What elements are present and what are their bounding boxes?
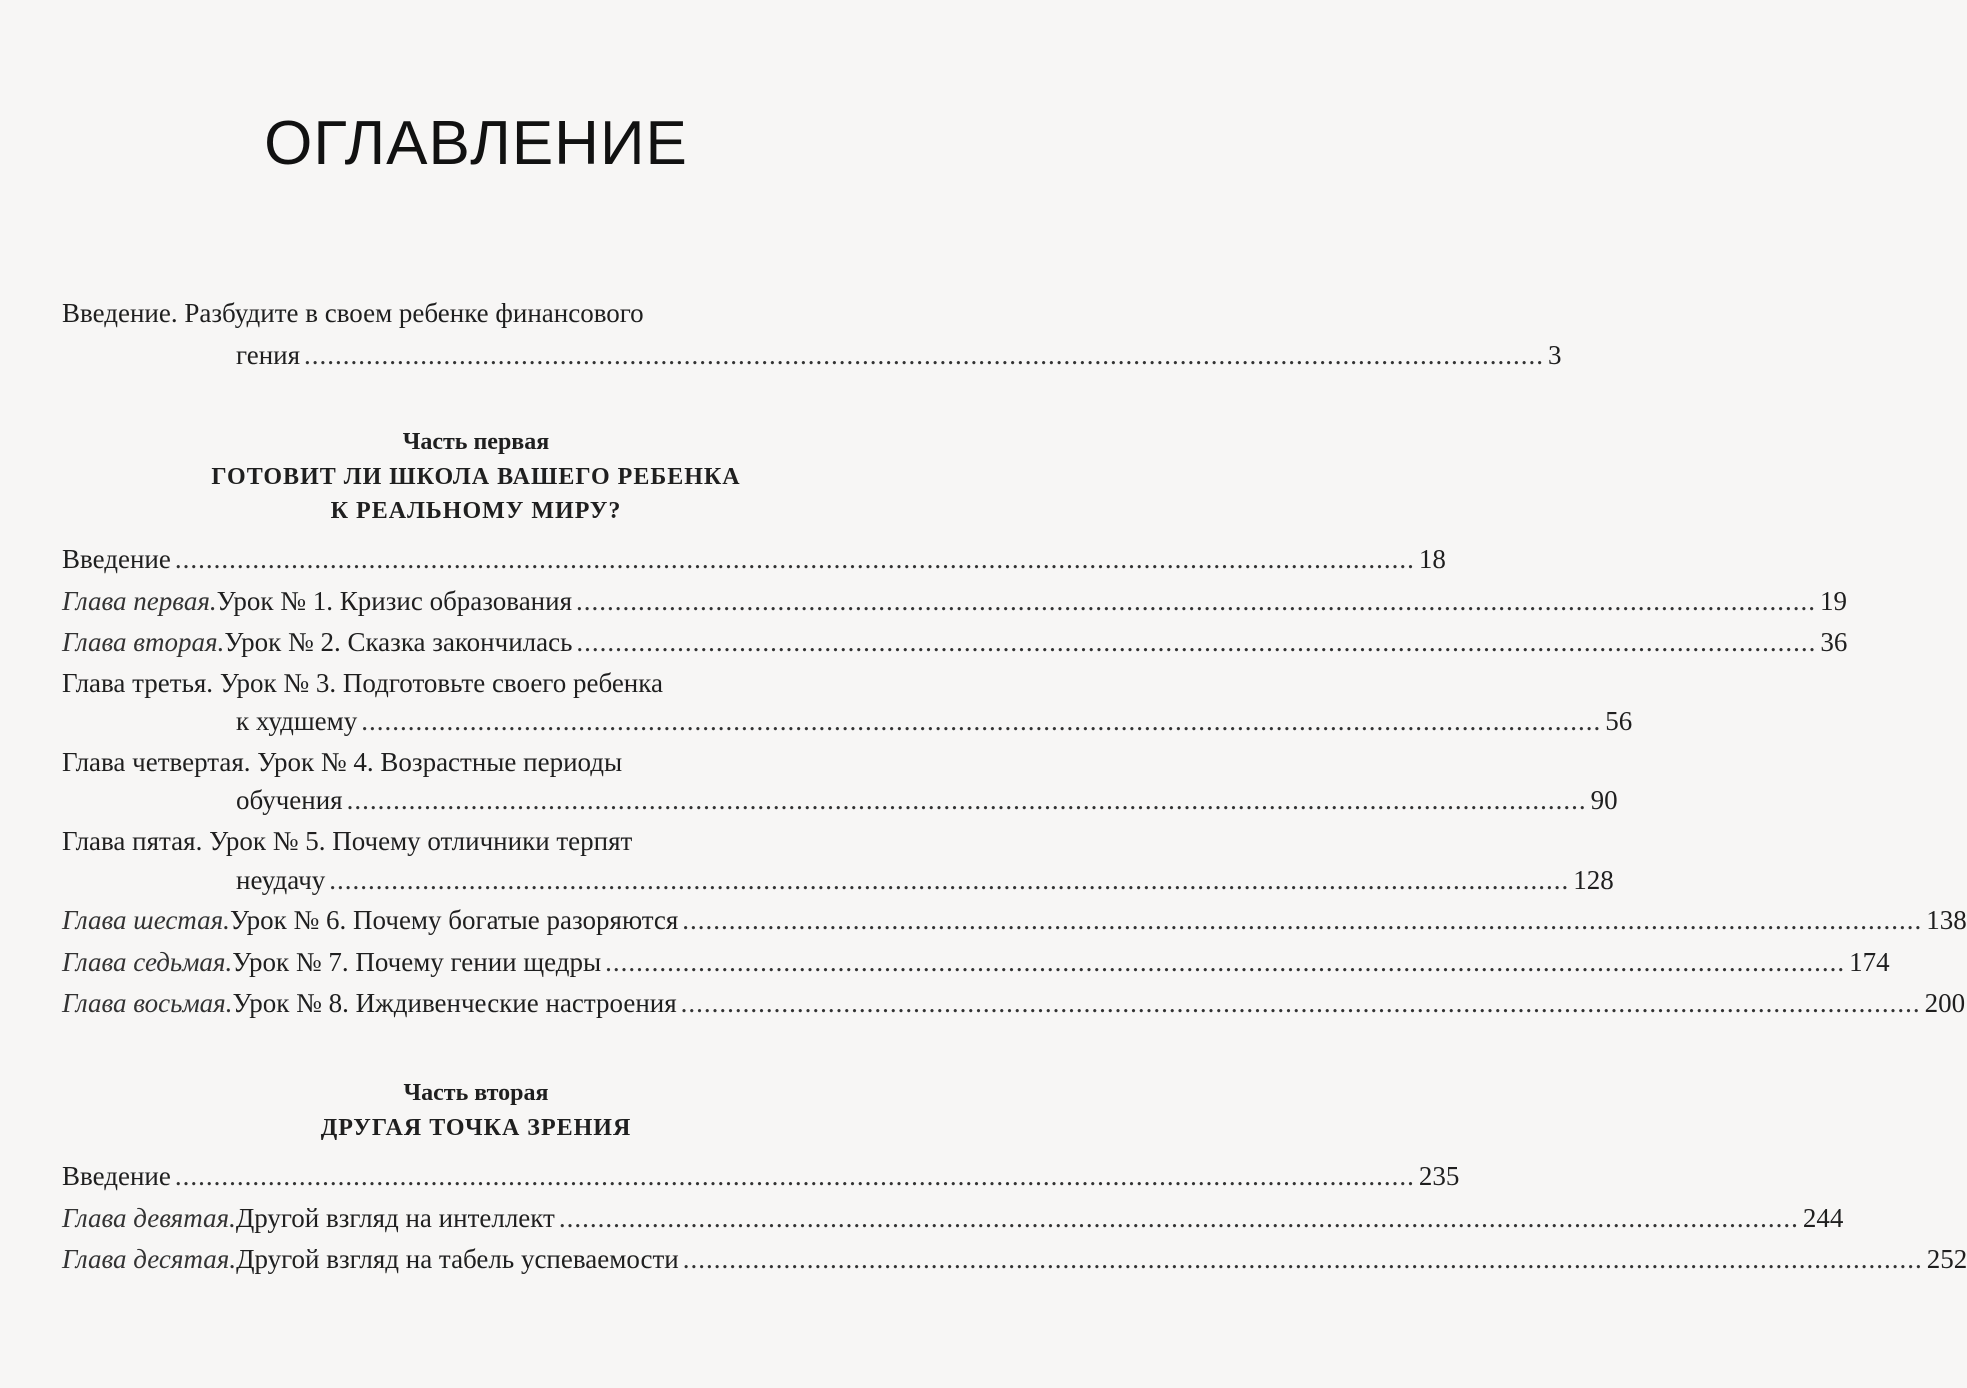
toc-entry-first-line	[62, 823, 866, 859]
chapter-label: Глава первая.	[62, 586, 217, 616]
toc-entry-continuation	[62, 703, 1633, 739]
page-title: ОГЛАВЛЕНИЕ	[264, 109, 688, 178]
dot-leader: ................................................................................................................................................................	[605, 947, 1846, 977]
toc-entry-text: Урок № 1. Кризис образования	[216, 586, 572, 616]
toc-entry	[62, 902, 1967, 938]
toc-entry-text: к худшему	[236, 706, 358, 736]
part2-title: ДРУГАЯ ТОЧКА ЗРЕНИЯ	[320, 1115, 632, 1141]
toc-page-number: 200	[1924, 988, 1966, 1018]
toc-entry	[62, 944, 1890, 980]
dot-leader: ................................................................................................................................................................	[346, 785, 1587, 815]
toc-entry-text: Урок № 4. Возрастные периоды	[250, 747, 623, 777]
part1-title-line1: ГОТОВИТ ЛИ ШКОЛА ВАШЕГО РЕБЕНКА	[211, 464, 741, 490]
toc-entry	[62, 1200, 1844, 1236]
toc-entry	[62, 1158, 1460, 1194]
toc-intro-line1: Введение. Разбудите в своем ребенке финансового	[62, 298, 644, 328]
toc-entry	[62, 985, 1966, 1021]
toc-entry	[62, 1241, 1967, 1277]
dot-leader: ................................................................................................................................................................	[174, 544, 1415, 574]
dot-leader: ................................................................................................................................................................	[329, 865, 1570, 895]
toc-entry	[62, 583, 1847, 619]
toc-page-number: 235	[1418, 1161, 1460, 1191]
toc-page-number: 18	[1418, 544, 1446, 574]
chapter-label: Глава третья.	[62, 668, 214, 698]
toc-entry-text: Урок № 7. Почему гении щедры	[232, 947, 602, 977]
chapter-label: Глава вторая.	[62, 627, 225, 657]
chapter-label: Глава четвертая.	[62, 747, 251, 777]
toc-entry-text: Другой взгляд на интеллект	[235, 1203, 555, 1233]
toc-entry-text: Урок № 2. Сказка закончилась	[224, 627, 573, 657]
dot-leader: ................................................................................................................................................................	[304, 340, 1545, 370]
dot-leader: ................................................................................................................................................................	[361, 706, 1602, 736]
toc-page-number: 36	[1820, 627, 1848, 657]
dot-leader: ................................................................................................................................................................	[576, 586, 1816, 616]
dot-leader: ................................................................................................................................................................	[680, 988, 1921, 1018]
part2-label: Часть вторая	[403, 1080, 549, 1106]
chapter-label: Глава седьмая.	[62, 947, 233, 977]
toc-entry-text: Урок № 8. Иждивенческие настроения	[232, 988, 677, 1018]
toc-entry-text: Введение	[62, 1161, 171, 1191]
dot-leader: ................................................................................................................................................................	[682, 905, 1923, 935]
toc-entry-continuation	[62, 782, 1618, 818]
toc-page-number: 174	[1849, 947, 1890, 977]
part1-label: Часть первая	[402, 429, 550, 455]
toc-entry-first-line	[62, 744, 866, 780]
toc-page-number: 138	[1926, 905, 1967, 935]
dot-leader: ................................................................................................................................................................	[682, 1244, 1923, 1274]
toc-entry	[62, 624, 1848, 660]
chapter-label: Глава десятая.	[62, 1244, 237, 1274]
chapter-label: Глава шестая.	[62, 905, 230, 935]
toc-entry	[62, 541, 1446, 577]
dot-leader: ................................................................................................................................................................	[576, 627, 1817, 657]
toc-page-number: 56	[1605, 706, 1633, 736]
toc-entry-continuation	[62, 862, 1614, 898]
chapter-label: Глава восьмая.	[62, 988, 233, 1018]
toc-entry-text: Урок № 3. Подготовьте своего ребенка	[213, 668, 663, 698]
toc-page-number: 252	[1926, 1244, 1967, 1274]
toc-entry-text: неудачу	[236, 865, 326, 895]
dot-leader: ................................................................................................................................................................	[558, 1203, 1799, 1233]
toc-entry-first-line	[62, 665, 866, 701]
toc-entry-text: Урок № 5. Почему отличники терпят	[202, 826, 633, 856]
toc-entry-text: обучения	[236, 785, 343, 815]
toc-entry-text: Введение	[62, 544, 171, 574]
chapter-label: Глава девятая.	[62, 1203, 236, 1233]
toc-intro-line2	[62, 337, 1562, 373]
toc-entry-text: гения	[236, 340, 301, 370]
part1-title-line2: К РЕАЛЬНОМУ МИРУ?	[330, 498, 622, 524]
toc-page-number: 19	[1820, 586, 1847, 616]
toc-entry-text: Другой взгляд на табель успеваемости	[236, 1244, 679, 1274]
dot-leader: ................................................................................................................................................................	[174, 1161, 1415, 1191]
toc-page-number: 128	[1573, 865, 1614, 895]
toc-entry-text: Урок № 6. Почему богатые разоряются	[229, 905, 679, 935]
chapter-label: Глава пятая.	[62, 826, 203, 856]
toc-page-number: 90	[1590, 785, 1618, 815]
toc-page-number: 3	[1548, 340, 1562, 370]
toc-page-number: 244	[1802, 1203, 1844, 1233]
